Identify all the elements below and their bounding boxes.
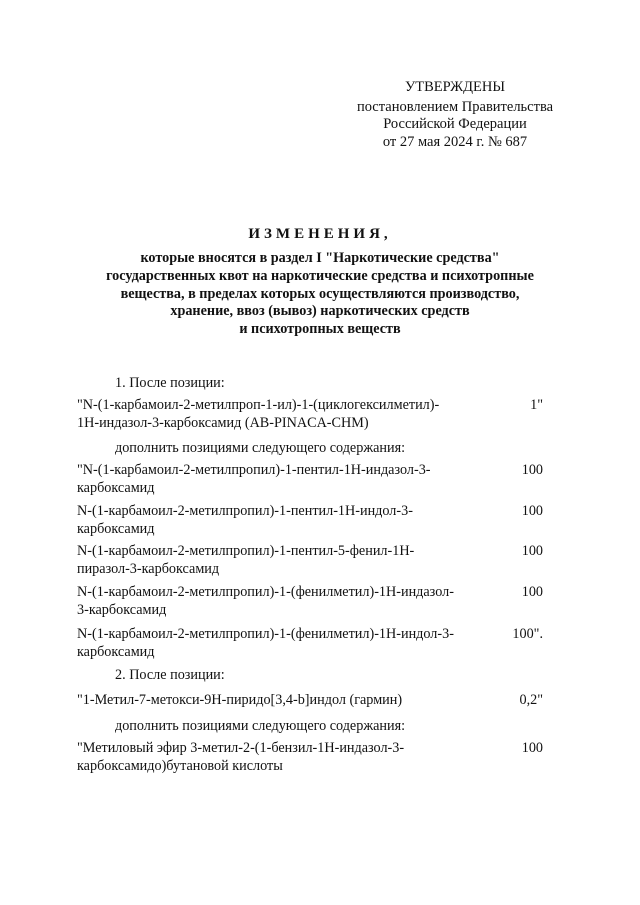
item-name-line: 3-карбоксамид: [77, 601, 167, 618]
item-name-line: N-(1-карбамоил-2-метилпропил)-1-(фенилметил)-1Н-индол-3-: [77, 626, 454, 642]
item-quantity: 100: [521, 584, 543, 600]
item-name: [77, 740, 482, 776]
item-quantity: 100: [521, 503, 543, 519]
position-quantity: 1": [530, 397, 543, 413]
approval-block: [330, 79, 580, 151]
item-quantity: 100: [521, 740, 543, 756]
subtitle-line: вещества, в пределах которых осуществляются производство,: [120, 285, 520, 302]
list-item: [77, 584, 557, 620]
item-name-line: карбоксамид: [77, 479, 155, 496]
section1-heading: 1. После позиции:: [115, 375, 225, 391]
approval-heading: УТВЕРЖДЕНЫ: [404, 79, 506, 95]
position-name-line: "1-Метил-7-метокси-9Н-пиридо[3,4-b]индол (гармин): [77, 692, 403, 708]
position-quantity: 0,2": [519, 692, 543, 708]
section2-supplement: дополнить позициями следующего содержания:: [115, 718, 406, 734]
list-item: [77, 462, 557, 498]
item-quantity: 100".: [512, 626, 543, 642]
list-item: [77, 626, 557, 662]
item-name-line: "N-(1-карбамоил-2-метилпропил)-1-пентил-1Н-индазол-3-: [77, 462, 431, 478]
approval-line: постановлением Правительства: [356, 98, 554, 115]
item-name: [77, 584, 482, 620]
item-name: [77, 462, 482, 498]
item-name-line: карбоксамидо)бутановой кислоты: [77, 757, 283, 774]
item-name: [77, 626, 482, 662]
section1-supplement: дополнить позициями следующего содержания:: [115, 440, 406, 456]
item-name-line: "Метиловый эфир 3-метил-2-(1-бензил-1Н-индазол-3-: [77, 740, 405, 756]
subtitle-line: хранение, ввоз (вывоз) наркотических средств: [170, 303, 470, 320]
item-name-line: N-(1-карбамоил-2-метилпропил)-1-(фенилметил)-1Н-индазол-: [77, 584, 454, 600]
list-item: [77, 503, 557, 539]
item-name-line: карбоксамид: [77, 643, 155, 660]
position-name: [77, 692, 482, 710]
item-name-line: N-(1-карбамоил-2-метилпропил)-1-пентил-1Н-индол-3-: [77, 503, 413, 519]
section2-position: [77, 692, 557, 710]
document-title: ИЗМЕНЕНИЯ,: [248, 226, 392, 242]
item-quantity: 100: [521, 543, 543, 559]
position-name: [77, 397, 482, 433]
subtitle-line: которые вносятся в раздел I "Наркотические средства": [140, 250, 500, 266]
subtitle-line: государственных квот на наркотические средства и психотропные: [106, 267, 534, 284]
item-name-line: пиразол-3-карбоксамид: [77, 560, 220, 577]
section2-heading: 2. После позиции:: [115, 667, 225, 683]
approval-line: от 27 мая 2024 г. № 687: [382, 133, 528, 150]
subtitle-line: и психотропных веществ: [239, 321, 401, 338]
approval-line: Российской Федерации: [383, 116, 527, 132]
item-name: [77, 543, 482, 579]
position-name-line: 1Н-индазол-3-карбоксамид (AB-PINACA-CHM): [77, 414, 369, 431]
item-name: [77, 503, 482, 539]
item-name-line: карбоксамид: [77, 520, 155, 537]
section1-position: [77, 397, 557, 433]
document-subtitle: [40, 250, 600, 339]
list-item: [77, 740, 557, 776]
position-name-line: "N-(1-карбамоил-2-метилпроп-1-ил)-1-(циклогексилметил)-: [77, 397, 440, 413]
list-item: [77, 543, 557, 579]
item-name-line: N-(1-карбамоил-2-метилпропил)-1-пентил-5-фенил-1Н-: [77, 543, 415, 559]
item-quantity: 100: [521, 462, 543, 478]
